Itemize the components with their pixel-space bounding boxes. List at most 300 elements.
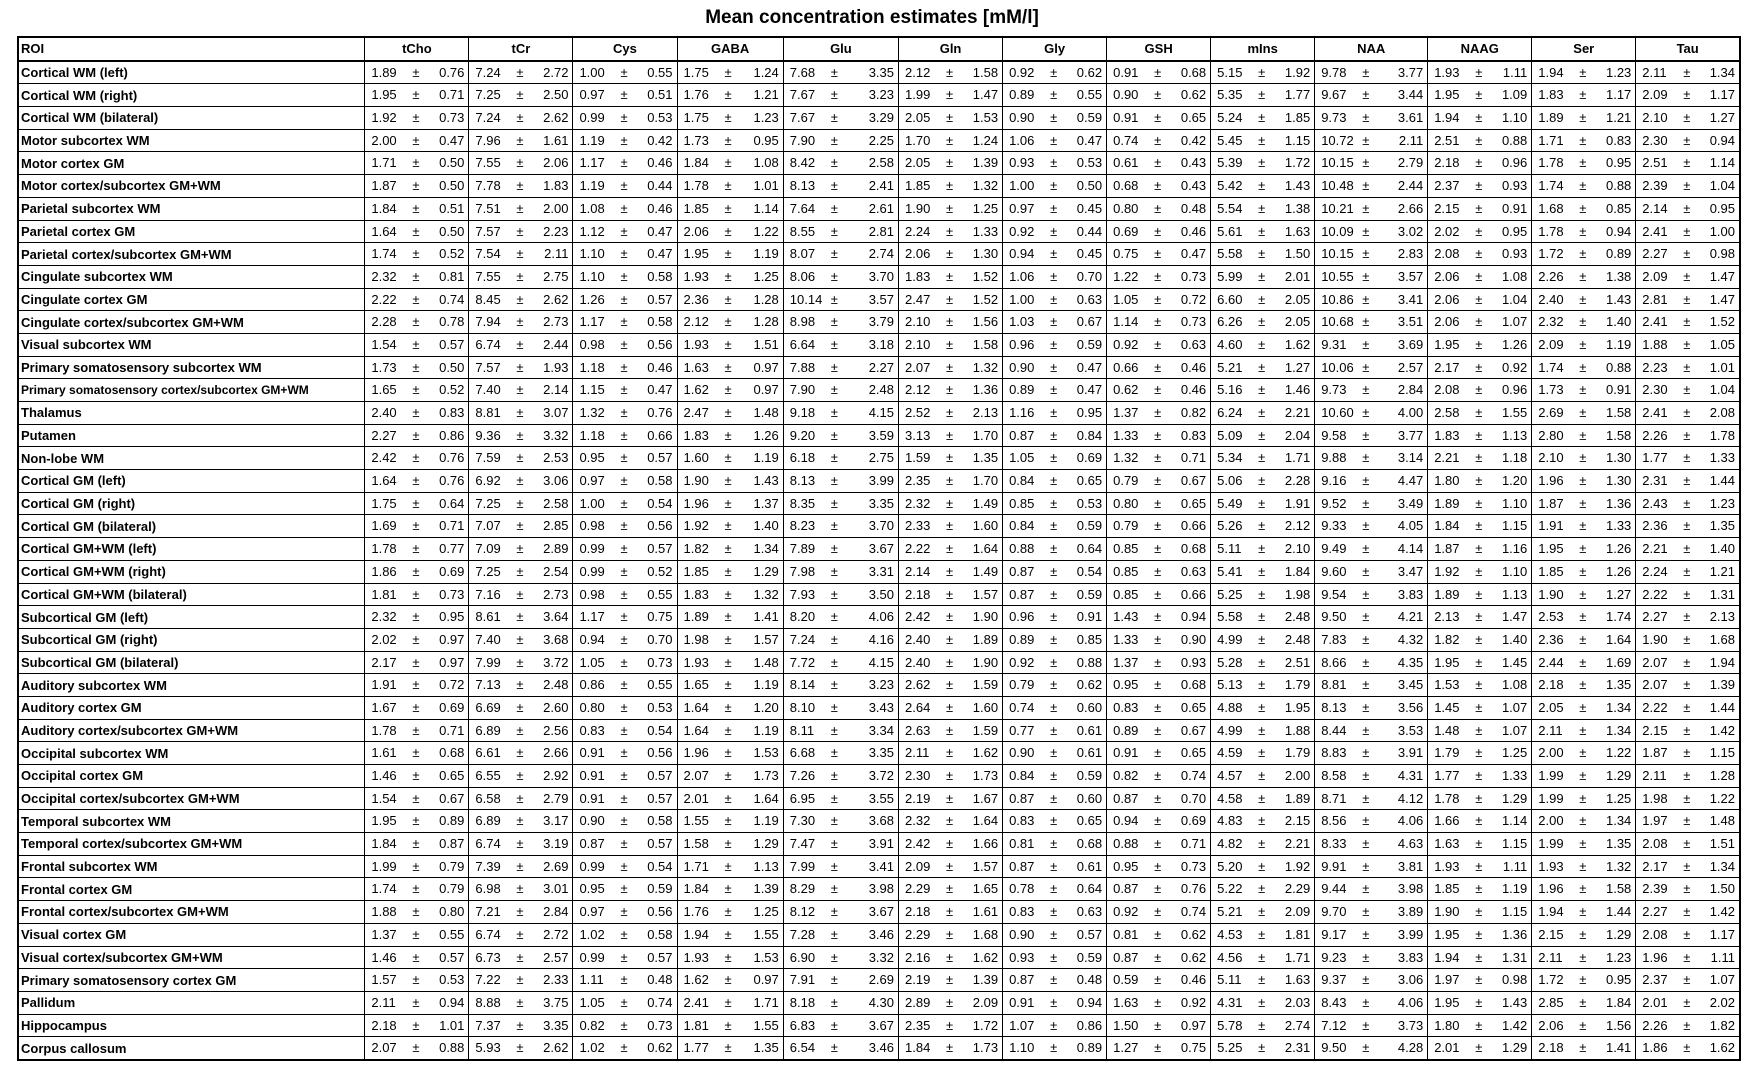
sd-value: 1.50 [1709,881,1735,897]
value-cell [1211,470,1315,493]
sd-value: 1.51 [753,336,779,352]
mean-value: 5.45 [1217,132,1243,148]
mean-value: 2.58 [1434,405,1460,420]
sd-value: 1.66 [972,836,999,852]
sd-value: 3.51 [1397,314,1424,330]
plus-minus-sign: ± [1683,178,1691,194]
plus-minus-sign: ± [1154,427,1162,443]
value-cell [1428,197,1532,220]
value-cell [1003,379,1107,402]
sd-value: 3.72 [543,654,569,670]
value-cell [783,628,898,651]
plus-minus-sign: ± [724,586,732,602]
sd-value: 1.61 [543,132,569,148]
sd-value: 1.34 [1709,64,1735,80]
sd-value: 0.73 [439,110,465,126]
sd-value: 0.74 [439,291,465,307]
mean-value: 6.54 [789,1040,816,1056]
plus-minus-sign: ± [516,972,524,988]
value-cell [1003,492,1107,515]
plus-minus-sign: ± [412,836,420,852]
plus-minus-sign: ± [946,495,954,511]
mean-value: 8.44 [1321,722,1347,738]
sd-value: 4.28 [1397,1040,1424,1056]
value-cell [677,878,783,901]
mean-value: 1.78 [1538,155,1564,171]
sd-value: 1.84 [1605,994,1632,1010]
value-cell [1107,129,1211,152]
sd-value: 4.06 [1397,994,1424,1010]
roi-label: Cortical WM (left) [18,61,365,84]
plus-minus-sign: ± [946,359,954,375]
mean-value: 7.22 [475,972,501,988]
sd-value: 1.68 [1709,631,1735,647]
mean-value: 2.30 [1642,382,1668,398]
plus-minus-sign: ± [946,949,954,965]
mean-value: 7.37 [475,1017,501,1033]
sd-value: 0.76 [439,473,465,489]
plus-minus-sign: ± [1579,836,1587,852]
value-cell [1003,583,1107,606]
plus-minus-sign: ± [830,631,838,647]
mean-value: 6.18 [789,450,816,466]
sd-value: 1.47 [1501,609,1528,625]
mean-value: 2.30 [1642,132,1668,148]
sd-value: 4.05 [1397,518,1424,534]
sd-value: 1.45 [1501,654,1528,670]
mean-value: 2.39 [1642,881,1668,897]
value-cell [783,923,898,946]
plus-minus-sign: ± [830,314,838,330]
plus-minus-sign: ± [412,359,420,375]
sd-value: 1.53 [753,949,779,965]
plus-minus-sign: ± [1362,858,1370,874]
value-cell [1428,923,1532,946]
plus-minus-sign: ± [1579,904,1587,920]
value-cell [1532,651,1636,674]
table-row [18,402,1740,425]
value-cell [1211,515,1315,538]
sd-value: 1.16 [1501,541,1528,557]
mean-value: 1.83 [1434,427,1460,443]
mean-value: 6.61 [475,745,501,761]
mean-value: 2.36 [683,291,709,307]
value-cell [469,674,573,697]
plus-minus-sign: ± [516,836,524,852]
mean-value: 8.35 [789,495,816,511]
sd-value: 1.71 [1284,450,1311,466]
value-cell [1428,356,1532,379]
value-cell [1636,311,1740,334]
table-row [18,606,1740,629]
sd-value: 0.63 [1180,336,1207,352]
sd-value: 1.17 [1709,926,1735,942]
value-cell [1107,1014,1211,1037]
sd-value: 1.34 [1605,699,1632,715]
plus-minus-sign: ± [1362,745,1370,761]
table-row [18,787,1740,810]
plus-minus-sign: ± [1683,677,1691,693]
value-cell [783,651,898,674]
plus-minus-sign: ± [1579,609,1587,625]
value-cell [1211,810,1315,833]
mean-value: 2.00 [371,132,397,148]
mean-value: 2.81 [1642,291,1668,307]
sd-value: 3.81 [1397,858,1424,874]
plus-minus-sign: ± [724,291,732,307]
plus-minus-sign: ± [1579,699,1587,715]
value-cell [1003,175,1107,198]
value-cell [1428,402,1532,425]
mean-value: 5.61 [1217,223,1243,239]
value-cell [899,220,1003,243]
value-cell [1636,333,1740,356]
value-cell [1532,492,1636,515]
plus-minus-sign: ± [830,87,838,103]
roi-label: Motor cortex/subcortex GM+WM [18,175,365,198]
value-cell [1003,61,1107,84]
plus-minus-sign: ± [1579,405,1587,420]
plus-minus-sign: ± [724,1040,732,1056]
plus-minus-sign: ± [1475,677,1483,693]
plus-minus-sign: ± [830,336,838,352]
sd-value: 0.59 [1076,336,1103,352]
plus-minus-sign: ± [620,473,628,489]
mean-value: 2.00 [1538,745,1564,761]
value-cell [365,583,469,606]
mean-value: 1.94 [1434,949,1460,965]
plus-minus-sign: ± [620,87,628,103]
mean-value: 1.00 [1009,178,1035,194]
table-row [18,946,1740,969]
sd-value: 0.53 [1076,495,1103,511]
mean-value: 7.99 [475,654,501,670]
value-cell [899,765,1003,788]
plus-minus-sign: ± [1258,132,1266,148]
plus-minus-sign: ± [1154,200,1162,216]
mean-value: 2.29 [905,881,931,897]
mean-value: 1.06 [1009,132,1035,148]
mean-value: 8.83 [1321,745,1347,761]
value-cell [469,901,573,924]
mean-value: 1.95 [683,246,709,262]
sd-value: 1.22 [753,223,779,239]
sd-value: 4.32 [1397,631,1424,647]
sd-value: 4.06 [868,609,895,625]
value-cell [1211,765,1315,788]
value-cell [365,765,469,788]
plus-minus-sign: ± [724,722,732,738]
sd-value: 1.15 [1284,132,1311,148]
sd-value: 0.57 [647,450,673,466]
mean-value: 2.18 [905,904,931,920]
plus-minus-sign: ± [1362,768,1370,783]
plus-minus-sign: ± [946,450,954,466]
plus-minus-sign: ± [1258,1040,1266,1056]
plus-minus-sign: ± [1362,699,1370,715]
plus-minus-sign: ± [724,904,732,920]
plus-minus-sign: ± [946,518,954,534]
value-cell [1315,152,1428,175]
sd-value: 0.47 [439,132,465,148]
value-cell [1003,923,1107,946]
plus-minus-sign: ± [946,473,954,489]
plus-minus-sign: ± [946,654,954,670]
value-cell [1211,265,1315,288]
mean-value: 9.54 [1321,586,1347,602]
mean-value: 0.92 [1113,904,1139,920]
plus-minus-sign: ± [1475,654,1483,670]
value-cell [1003,855,1107,878]
value-cell [1107,152,1211,175]
sd-value: 0.89 [1076,1040,1103,1056]
mean-value: 0.80 [1113,495,1139,511]
plus-minus-sign: ± [1579,178,1587,194]
sd-value: 0.61 [1076,745,1103,761]
sd-value: 1.81 [1284,926,1311,942]
mean-value: 5.22 [1217,881,1243,897]
value-cell [1211,424,1315,447]
plus-minus-sign: ± [1683,382,1691,398]
mean-value: 1.75 [683,110,709,126]
plus-minus-sign: ± [412,972,420,988]
value-cell [469,379,573,402]
mean-value: 1.95 [1434,926,1460,942]
value-cell [573,1014,677,1037]
plus-minus-sign: ± [1050,110,1058,126]
column-header: GABA [677,37,783,61]
table-row [18,333,1740,356]
mean-value: 7.39 [475,858,501,874]
value-cell [573,379,677,402]
sd-value: 1.35 [1605,836,1632,852]
mean-value: 1.78 [683,178,709,194]
sd-value: 1.44 [1709,699,1735,715]
value-cell [1532,833,1636,856]
mean-value: 6.92 [475,473,501,489]
mean-value: 5.39 [1217,155,1243,171]
sd-value: 0.59 [647,881,673,897]
value-cell [1003,901,1107,924]
roi-label: Cortical WM (bilateral) [18,107,365,130]
sd-value: 3.35 [868,64,895,80]
mean-value: 8.13 [789,473,816,489]
plus-minus-sign: ± [1362,427,1370,443]
value-cell [1532,810,1636,833]
plus-minus-sign: ± [620,268,628,284]
plus-minus-sign: ± [946,1017,954,1033]
mean-value: 7.64 [789,200,816,216]
value-cell [1107,696,1211,719]
mean-value: 1.75 [683,64,709,80]
value-cell [469,424,573,447]
plus-minus-sign: ± [946,155,954,171]
sd-value: 0.55 [1076,87,1103,103]
table-row [18,583,1740,606]
mean-value: 5.49 [1217,495,1243,511]
value-cell [783,129,898,152]
sd-value: 1.70 [972,427,999,443]
value-cell [1107,220,1211,243]
value-cell [783,175,898,198]
sd-value: 1.62 [1709,1040,1735,1056]
mean-value: 1.74 [1538,359,1564,375]
sd-value: 3.35 [868,745,895,761]
sd-value: 1.62 [1284,336,1311,352]
value-cell [1532,424,1636,447]
mean-value: 2.10 [905,336,931,352]
mean-value: 0.97 [579,904,605,920]
mean-value: 0.87 [1113,949,1139,965]
sd-value: 2.58 [543,495,569,511]
sd-value: 1.36 [972,382,999,398]
mean-value: 2.26 [1538,268,1564,284]
column-header: Glu [783,37,898,61]
mean-value: 4.31 [1217,994,1243,1010]
mean-value: 1.11 [579,972,604,988]
plus-minus-sign: ± [1050,858,1058,874]
value-cell [573,787,677,810]
sd-value: 3.06 [543,473,569,489]
plus-minus-sign: ± [1154,972,1162,988]
mean-value: 1.84 [371,836,397,852]
plus-minus-sign: ± [724,223,732,239]
mean-value: 1.78 [371,541,397,557]
value-cell [1428,787,1532,810]
sd-value: 1.04 [1709,178,1735,194]
mean-value: 1.99 [1538,790,1564,806]
mean-value: 7.91 [789,972,816,988]
value-cell [1428,560,1532,583]
sd-value: 0.91 [1501,200,1528,216]
plus-minus-sign: ± [830,858,838,874]
sd-value: 2.53 [543,450,569,466]
plus-minus-sign: ± [1579,1040,1587,1056]
sd-value: 0.89 [439,813,465,829]
mean-value: 0.85 [1113,563,1139,579]
value-cell [677,175,783,198]
mean-value: 1.96 [1642,949,1668,965]
value-cell [1211,787,1315,810]
sd-value: 0.82 [1180,405,1207,420]
sd-value: 0.94 [1605,223,1632,239]
plus-minus-sign: ± [1579,631,1587,647]
mean-value: 2.26 [1642,1017,1668,1033]
plus-minus-sign: ± [1154,450,1162,466]
sd-value: 1.56 [972,314,999,330]
sd-value: 0.64 [1076,541,1103,557]
mean-value: 2.39 [1642,178,1668,194]
mean-value: 5.78 [1217,1017,1243,1033]
sd-value: 0.57 [647,949,673,965]
value-cell [1315,356,1428,379]
value-cell [573,311,677,334]
plus-minus-sign: ± [1683,926,1691,942]
plus-minus-sign: ± [1258,654,1266,670]
value-cell [783,84,898,107]
mean-value: 2.17 [1434,359,1460,375]
roi-label: Cortical GM (right) [18,492,365,515]
mean-value: 0.83 [1113,699,1139,715]
value-cell [1107,356,1211,379]
sd-value: 0.62 [1076,64,1103,80]
value-cell [1532,719,1636,742]
value-cell [1532,356,1636,379]
sd-value: 1.63 [1284,972,1311,988]
sd-value: 0.88 [1605,359,1632,375]
mean-value: 0.95 [1113,858,1139,874]
value-cell [469,288,573,311]
sd-value: 1.82 [1709,1017,1735,1033]
table-row [18,447,1740,470]
plus-minus-sign: ± [946,677,954,693]
column-header: mIns [1211,37,1315,61]
sd-value: 1.58 [1605,427,1632,443]
sd-value: 1.23 [1605,949,1632,965]
plus-minus-sign: ± [516,291,524,307]
mean-value: 1.80 [1434,473,1460,489]
mean-value: 1.10 [579,246,605,262]
sd-value: 2.04 [1284,427,1311,443]
sd-value: 1.19 [753,813,779,829]
sd-value: 1.35 [1709,518,1735,534]
value-cell [1211,492,1315,515]
mean-value: 1.73 [683,132,709,148]
value-cell [469,765,573,788]
plus-minus-sign: ± [1475,336,1483,352]
plus-minus-sign: ± [1579,586,1587,602]
plus-minus-sign: ± [1154,518,1162,534]
mean-value: 2.06 [1434,291,1460,307]
value-cell [677,333,783,356]
value-cell [1315,923,1428,946]
plus-minus-sign: ± [724,881,732,897]
mean-value: 9.78 [1321,64,1347,80]
sd-value: 2.09 [972,994,999,1010]
sd-value: 0.77 [439,541,465,557]
sd-value: 0.91 [1076,609,1103,625]
value-cell [469,129,573,152]
plus-minus-sign: ± [1154,541,1162,557]
sd-value: 0.95 [1501,223,1528,239]
value-cell [1107,651,1211,674]
value-cell [1003,742,1107,765]
plus-minus-sign: ± [1258,518,1266,534]
plus-minus-sign: ± [1154,155,1162,171]
plus-minus-sign: ± [830,155,838,171]
table-row [18,810,1740,833]
plus-minus-sign: ± [412,813,420,829]
column-header: Cys [573,37,677,61]
mean-value: 0.98 [579,336,605,352]
plus-minus-sign: ± [830,246,838,262]
mean-value: 1.90 [1538,586,1564,602]
value-cell [1636,833,1740,856]
plus-minus-sign: ± [1362,1017,1370,1033]
sd-value: 0.57 [647,291,673,307]
plus-minus-sign: ± [516,881,524,897]
value-cell [1211,379,1315,402]
mean-value: 1.59 [905,450,931,466]
table-row [18,674,1740,697]
sd-value: 0.46 [647,359,673,375]
value-cell [469,538,573,561]
value-cell [899,175,1003,198]
sd-value: 1.35 [753,1040,779,1056]
plus-minus-sign: ± [1154,699,1162,715]
value-cell [1532,379,1636,402]
sd-value: 0.62 [647,1040,673,1056]
